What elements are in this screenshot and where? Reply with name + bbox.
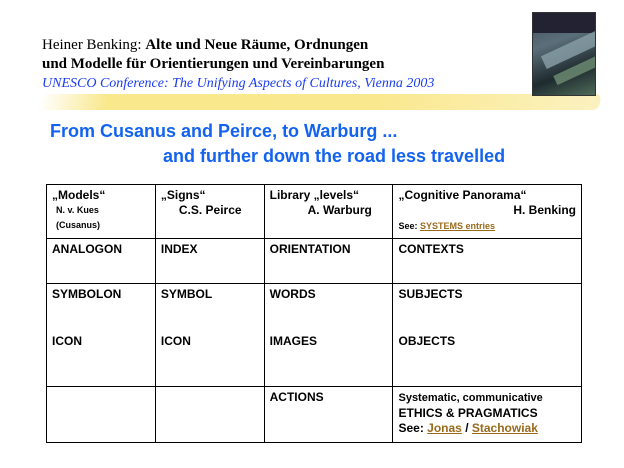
header-title: „Models“ xyxy=(52,188,106,202)
header-cell-library xyxy=(264,185,393,239)
see-label: See: xyxy=(398,421,428,435)
ethics-cell xyxy=(393,387,582,443)
cell-top: SUBJECTS xyxy=(398,287,463,301)
link-separator: / xyxy=(461,421,472,435)
book-cover-image xyxy=(532,12,596,96)
table-header-row xyxy=(47,185,582,239)
cell: CONTEXTS xyxy=(393,239,582,284)
cell: ANALOGON xyxy=(47,239,156,284)
highlighter-stroke xyxy=(38,94,601,110)
header-line-2: und Modelle für Orientierungen und Vereinbarungen xyxy=(42,56,385,72)
cell-pair xyxy=(47,284,156,387)
cell-bottom: OBJECTS xyxy=(398,334,456,348)
ethics-line-1: Systematic, communicative xyxy=(398,392,543,404)
header-cell-models xyxy=(47,185,156,239)
cell: ORIENTATION xyxy=(264,239,393,284)
header-cell-signs xyxy=(155,185,264,239)
subtitle-line-1: From Cusanus and Peirce, to Warburg ... xyxy=(50,121,398,141)
header-title: „Cognitive Panorama“ xyxy=(398,188,527,202)
cover-title-strip xyxy=(533,13,595,33)
header-author: H. Benking xyxy=(513,203,576,217)
conference-line: UNESCO Conference: The Unifying Aspects of Cultures, Vienna 2003 xyxy=(42,76,435,91)
header-title-part-1: Alte und Neue Räume, Ordnungen xyxy=(145,37,369,53)
cell: INDEX xyxy=(155,239,264,284)
cell-top: WORDS xyxy=(269,287,316,301)
table-row xyxy=(47,387,582,443)
ethics-line-2: ETHICS & PRAGMATICS xyxy=(398,406,538,420)
cell-top: SYMBOLON xyxy=(52,287,122,301)
table-row xyxy=(47,239,582,284)
author-name: Heiner Benking: xyxy=(42,37,146,53)
header-author: N. v. Kues xyxy=(56,205,99,215)
jonas-link[interactable]: Jonas xyxy=(427,421,462,435)
see-label: See: xyxy=(398,221,420,231)
header-cell-panorama xyxy=(393,185,582,239)
cell-bottom: ICON xyxy=(52,334,82,348)
subtitle-line-2: and further down the road less travelled xyxy=(163,146,506,166)
slide-header xyxy=(42,36,434,93)
header-line-1 xyxy=(42,36,434,55)
cell-top: SYMBOL xyxy=(160,287,213,301)
header-author: A. Warburg xyxy=(307,203,372,217)
cell-pair xyxy=(393,284,582,387)
table-row xyxy=(47,284,582,387)
cell-pair xyxy=(264,284,393,387)
stachowiak-link[interactable]: Stachowiak xyxy=(471,421,538,435)
cell: ACTIONS xyxy=(264,387,393,443)
header-author: C.S. Peirce xyxy=(178,203,242,217)
cell-empty xyxy=(47,387,156,443)
header-title: „Signs“ xyxy=(160,188,206,202)
header-note: (Cusanus) xyxy=(56,220,101,230)
concept-table xyxy=(46,184,582,443)
systems-entries-link[interactable]: SYSTEMS entries xyxy=(420,221,496,231)
cell-bottom: IMAGES xyxy=(269,334,317,348)
cell-empty xyxy=(155,387,264,443)
cell-bottom: ICON xyxy=(160,334,191,348)
cell-pair xyxy=(155,284,264,387)
header-title: Library „levels“ xyxy=(269,188,360,202)
